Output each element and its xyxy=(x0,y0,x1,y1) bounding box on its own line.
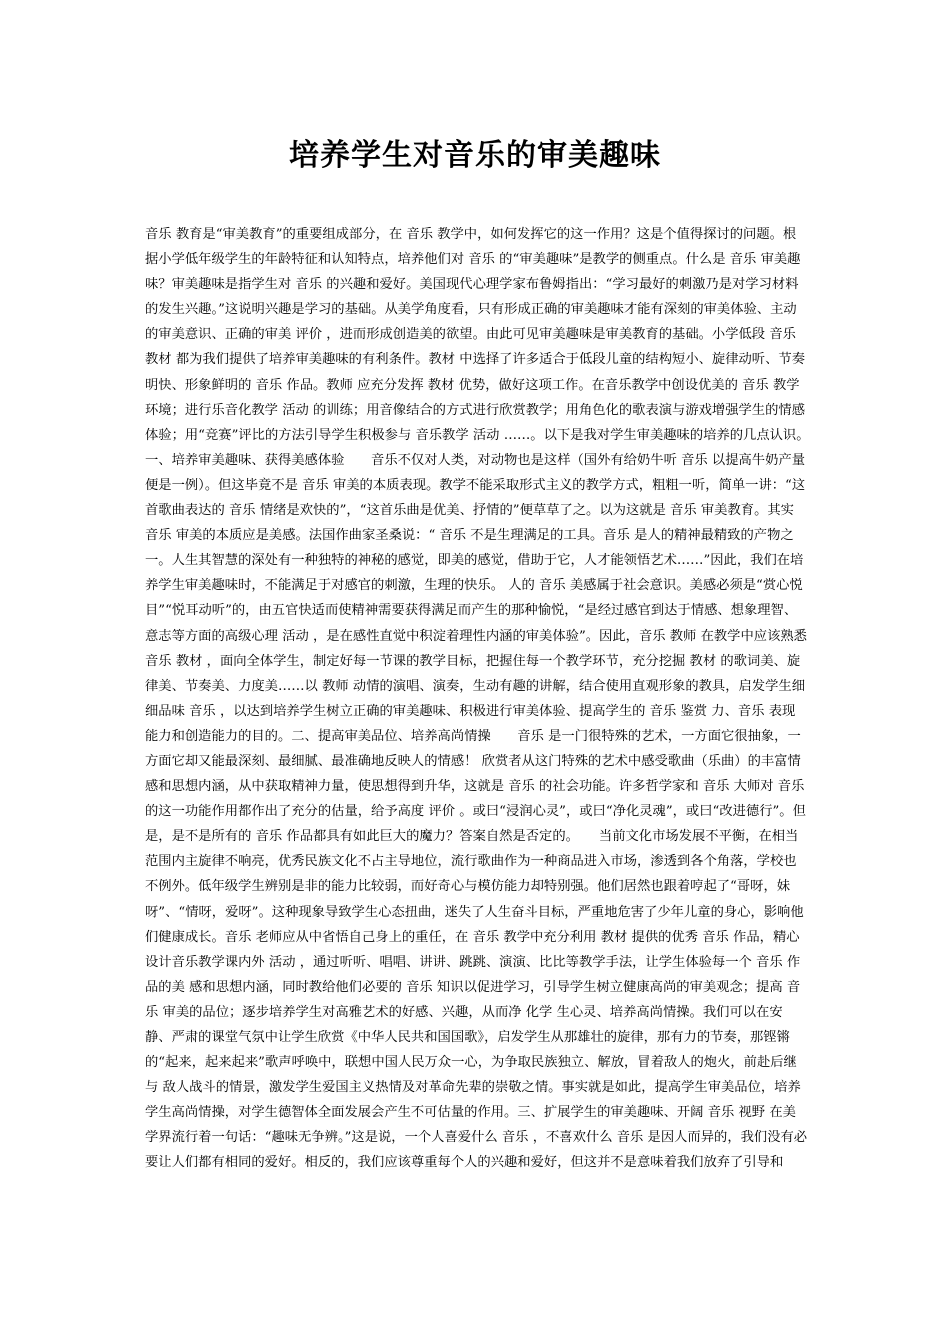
document-title: 培养学生对音乐的审美趣味 xyxy=(289,138,661,173)
document-body-paragraph: 音乐 教育是“审美教育”的重要组成部分，在 音乐 教学中，如何发挥它的这一作用？这是个值得探讨的问题。根据小学低年级学生的年龄特征和认知特点，培养他们对 音乐 的“审美趣味”是教学的侧重点。什么是 音乐 审美趣味？审美趣味是指学生对 音乐 的兴趣和爱好。美国现代心理学家布鲁姆指出：“学习最好的刺激乃是对学习材料的发生兴趣。”这说明兴趣是学习的基础。从美学角度看，只有形成正确的审美趣味才能有深刻的审美体验、主动的审美意识、正确的审美 评价 ，进而形成创造美的欲望。由此可见审美趣味是审美教育的基础。小学低段 音乐 教材 都为我们提供了培养审美趣味的有利条件。教材 中选择了许多适合于低段儿童的结构短小、旋律动听、节奏明快、形象鲜明的 音乐 作品。教师 应充分发挥 教材 优势，做好这项工作。在音乐教学中创设优美的 音乐 教学环境；进行乐音化教学 活动 的训练；用音像结合的方式进行欣赏教学；用角色化的歌表演与游戏增强学生的情感体验；用“竞赛”评比的方法引导学生积极参与 音乐教学 活动 ……。以下是我对学生审美趣味的培养的几点认识。 一、培养审美趣味、获得美感体验 音乐不仅对人类，对动物也是这样（国外有给奶牛听 音乐 以提高牛奶产量便是一例）。但这毕竟不是 音乐 审美的本质表现。教学不能采取形式主义的教学方式，粗粗一听，简单一讲：“这首歌曲表达的 音乐 情绪是欢快的”，“这首乐曲是优美、抒情的”便草草了之。以为这就是 音乐 审美教育。其实 音乐 审美的本质应是美感。法国作曲家圣桑说：“ 音乐 不是生理满足的工具。音乐 是人的精神最精致的产物之一。人生其智慧的深处有一种独特的神秘的感觉，即美的感觉，借助于它，人才能领悟艺术……”因此，我们在培养学生审美趣味时，不能满足于对感官的刺激，生理的快乐。 人的 音乐 美感属于社会意识。美感必须是“赏心悦目”“悦耳动听”的，由五官快适而使精神需要获得满足而产生的那种愉悦，“是经过感官到达于情感、想象理智、意志等方面的高级心理 活动 ，是在感性直觉中积淀着理性内涵的审美体验”。因此，音乐 教师 在教学中应该熟悉 音乐 教材 ，面向全体学生，制定好每一节课的教学目标，把握住每一个教学环节，充分挖掘 教材 的歌词美、旋律美、节奏美、力度美……以 教师 动情的演唱、演奏，生动有趣的讲解，结合使用直观形象的教具，启发学生细细品味 音乐 ，以达到培养学生树立正确的审美趣味、积极进行审美体验、提高学生的 音乐 鉴赏 力、音乐 表现能力和创造能力的目的。二、提高审美品位、培养高尚情操 音乐 是一门很特殊的艺术，一方面它很抽象，一方面它却又能最深刻、最细腻、最准确地反映人的情感！ 欣赏者从这门特殊的艺术中感受歌曲（乐曲）的丰富情感和思想内涵，从中获取精神力量，使思想得到升华，这就是 音乐 的社会功能。许多哲学家和 音乐 大师对 音乐 的这一功能作用都作出了充分的估量，给予高度 评价 。或曰“浸润心灵”，或曰“净化灵魂”，或曰“改进德行”。但是，是不是所有的 音乐 作品都具有如此巨大的魔力？答案自然是否定的。 当前文化市场发展不平衡，在相当范围内主旋律不响亮，优秀民族文化不占主导地位，流行歌曲作为一种商品进入市场，渗透到各个角落，学校也不例外。低年级学生辨别是非的能力比较弱，而好奇心与模仿能力却特别强。他们居然也跟着哼起了“哥呀，妹呀”、“情呀，爱呀”。这种现象导致学生心态扭曲，迷失了人生奋斗目标，严重地危害了少年儿童的身心，影响他们健康成长。音乐 老师应从中省悟自己身上的重任，在 音乐 教学中充分利用 教材 提供的优秀 音乐 作品，精心设计音乐教学课内外 活动 ，通过听听、唱唱、讲讲、跳跳、演演、比比等教学手法，让学生体验每一个 音乐 作品的美 感和思想内涵，同时教给他们必要的 音乐 知识以促进学习，引导学生树立健康高尚的审美观念；提高 音乐 审美的品位；逐步培养学生对高雅艺术的好感、兴趣，从而净 化学 生心灵、培养高尚情操。我们可以在安静、严肃的课堂气氛中让学生欣赏《中华人民共和国国歌》，启发学生从那雄壮的旋律，那有力的节奏，那铿锵的“起来，起来起来”歌声呼唤中，联想中国人民万众一心，为争取民族独立、解放，冒着敌人的炮火，前赴后继与 敌人战斗的情景，激发学生爱国主义热情及对革命先辈的崇敬之情。事实就是如此，提高学生审美品位，培养学生高尚情操，对学生德智体全面发展会产生不可估量的作用。三、扩展学生的审美趣味、开阔 音乐 视野 在美学界流行着一句话：“趣味无争辨。”这是说，一个人喜爱什么 音乐 ，不喜欢什么 音乐 是因人而异的，我们没有必要让人们都有相同的爱好。相反的，我们应该尊重每个人的兴趣和爱好，但这并不是意味着我们放弃了引导和 xyxy=(145,227,830,1171)
